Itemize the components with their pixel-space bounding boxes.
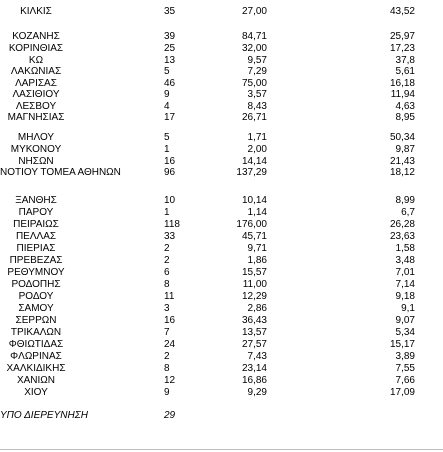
table-row [0,291,443,303]
average-cell: 12,29 [241,291,267,302]
incidence-cell: 5,61 [395,66,415,77]
new-cases-cell: 9 [164,387,170,398]
incidence-cell: 7,01 [395,267,415,278]
incidence-cell: 6,7 [401,207,415,218]
table-row [0,387,443,399]
region-name-cell: ΚΟΡΙΝΘΙΑΣ [8,43,64,54]
average-cell: 16,86 [241,375,267,386]
new-cases-cell: 3 [164,303,170,314]
new-cases-cell: 5 [164,66,170,77]
new-cases-cell: 16 [164,315,176,326]
average-cell: 15,57 [241,267,267,278]
incidence-cell: 8,95 [395,112,415,123]
incidence-cell: 9,87 [395,144,415,155]
new-cases-cell: 29 [164,410,176,421]
new-cases-cell: 10 [164,195,176,206]
table-row [0,410,443,422]
incidence-cell: 3,48 [395,255,415,266]
incidence-cell: 8,99 [395,195,415,206]
table-row [0,144,443,156]
average-cell: 9,29 [247,387,267,398]
table-row [0,315,443,327]
table-row [0,112,443,124]
incidence-cell: 43,52 [389,6,415,17]
average-cell: 26,71 [241,112,267,123]
region-name-cell: ΠΑΡΟΥ [18,207,54,218]
region-name-cell: ΡΟΔΟΥ [18,291,54,302]
new-cases-cell: 25 [164,43,176,54]
average-cell: 1,86 [247,255,267,266]
incidence-cell: 17,09 [389,387,415,398]
region-name-cell: ΠΕΙΡΑΙΩΣ [13,219,59,230]
new-cases-cell: 11 [164,291,175,302]
table-row [0,78,443,90]
incidence-cell: 26,28 [389,219,415,230]
average-cell [200,410,267,422]
table-row [0,6,443,18]
new-cases-cell: 96 [164,167,176,178]
new-cases-cell: 8 [164,363,170,374]
incidence-cell [340,410,415,422]
average-cell: 176,00 [236,219,267,230]
region-name-cell: ΡΕΘΥΜΝΟΥ [7,267,65,278]
table-row [0,375,443,387]
table-row [0,89,443,101]
incidence-cell: 25,97 [389,31,415,42]
incidence-cell: 4,63 [395,101,415,112]
new-cases-cell: 1 [164,207,170,218]
incidence-cell: 23,63 [389,231,415,242]
average-cell: 27,57 [241,339,267,350]
region-name-cell: ΚΟΖΑΝΗΣ [12,31,60,42]
region-name-cell: ΜΗΛΟΥ [17,132,55,143]
table-row [0,243,443,255]
region-name-cell: ΠΡΕΒΕΖΑΣ [9,255,63,266]
average-cell: 9,71 [247,243,267,254]
region-name-cell: ΣΑΜΟΥ [18,303,54,314]
table-row [0,207,443,219]
incidence-cell: 7,55 [395,363,415,374]
table-row [0,132,443,144]
average-cell: 7,43 [247,351,267,362]
region-name-cell: ΧΙΟΥ [24,387,48,398]
region-name-cell: ΠΙΕΡΙΑΣ [16,243,56,254]
table-row [0,255,443,267]
new-cases-cell: 46 [164,78,176,89]
region-name-cell: ΛΑΚΩΝΙΑΣ [10,66,62,77]
region-name-cell: ΧΑΛΚΙΔΙΚΗΣ [6,363,66,374]
table-row [0,327,443,339]
region-name-cell: ΠΕΛΛΑΣ [15,231,57,242]
region-name-cell: ΥΠΟ ΔΙΕΡΕΥΝΗΣΗ [0,410,88,421]
incidence-cell: 16,18 [389,78,415,89]
new-cases-cell: 39 [164,31,176,42]
new-cases-cell: 35 [164,6,176,17]
incidence-cell: 9,07 [395,315,415,326]
table-row [0,339,443,351]
region-name-cell: ΦΘΙΩΤΙΔΑΣ [8,339,64,350]
new-cases-cell: 13 [164,55,176,66]
incidence-cell: 21,43 [389,156,415,167]
incidence-cell: 17,23 [389,43,415,54]
average-cell: 14,14 [241,156,267,167]
table-row [0,31,443,43]
new-cases-cell: 33 [164,231,176,242]
incidence-cell: 3,89 [395,351,415,362]
new-cases-cell: 17 [164,112,176,123]
new-cases-cell: 2 [164,255,170,266]
table-row [0,195,443,207]
region-name-cell: ΤΡΙΚΑΛΩΝ [10,327,62,338]
incidence-cell: 5,34 [395,327,415,338]
bottom-rule [0,449,443,450]
incidence-cell: 18,12 [389,167,415,178]
table-row [0,219,443,231]
average-cell: 45,71 [241,231,267,242]
region-name-cell: ΚΙΛΚΙΣ [20,6,52,17]
incidence-cell: 37,8 [395,55,415,66]
average-cell: 9,57 [247,55,267,66]
table-row [0,303,443,315]
incidence-cell: 1,58 [395,243,415,254]
new-cases-cell: 4 [164,101,170,112]
table-row [0,351,443,363]
region-name-cell: ΛΕΣΒΟΥ [15,101,57,112]
new-cases-cell: 118 [164,219,180,230]
average-cell: 3,57 [247,89,267,100]
average-cell: 8,43 [247,101,267,112]
new-cases-cell: 2 [164,351,170,362]
new-cases-cell: 2 [164,243,170,254]
average-cell: 13,57 [241,327,267,338]
average-cell: 1,71 [247,132,267,143]
new-cases-cell: 6 [164,267,170,278]
region-name-cell: ΝΟΤΙΟΥ ΤΟΜΕΑ ΑΘΗΝΩΝ [0,167,121,178]
table-row [0,267,443,279]
incidence-cell: 7,66 [395,375,415,386]
average-cell: 2,86 [247,303,267,314]
region-name-cell: ΧΑΝΙΩΝ [16,375,56,386]
new-cases-cell: 7 [164,327,170,338]
region-name-cell: ΛΑΣΙΘΙΟΥ [12,89,60,100]
table-row [0,167,443,179]
average-cell: 2,00 [247,144,267,155]
average-cell: 23,14 [241,363,267,374]
average-cell: 75,00 [241,78,267,89]
average-cell: 11,00 [242,279,267,290]
table-row [0,66,443,78]
region-name-cell: ΦΛΩΡΙΝΑΣ [10,351,62,362]
new-cases-cell: 5 [164,132,170,143]
new-cases-cell: 24 [164,339,176,350]
region-name-cell: ΣΕΡΡΩΝ [15,315,57,326]
incidence-cell: 50,34 [389,132,415,143]
table-row [0,55,443,67]
region-name-cell: ΜΑΓΝΗΣΙΑΣ [7,112,65,123]
average-cell: 10,14 [241,195,267,206]
region-name-cell: ΝΗΣΩΝ [18,156,54,167]
incidence-cell: 9,18 [395,291,415,302]
average-cell: 27,00 [241,6,267,17]
incidence-cell: 9,1 [401,303,415,314]
region-name-cell: ΜΥΚΟΝΟΥ [10,144,62,155]
incidence-cell: 15,17 [389,339,415,350]
new-cases-cell: 16 [164,156,176,167]
average-cell: 32,00 [241,43,267,54]
average-cell: 36,43 [241,315,267,326]
table-row [0,43,443,55]
new-cases-cell: 12 [164,375,176,386]
new-cases-cell: 1 [164,144,170,155]
region-name-cell: ΛΑΡΙΣΑΣ [15,78,57,89]
average-cell: 1,14 [247,207,267,218]
table-row [0,231,443,243]
average-cell: 137,29 [236,167,267,178]
average-cell: 7,29 [247,66,267,77]
incidence-cell: 7,14 [395,279,415,290]
new-cases-cell: 9 [164,89,170,100]
table-row [0,156,443,168]
region-name-cell: ΚΩ [28,55,44,66]
average-cell: 84,71 [241,31,267,42]
table-row [0,101,443,113]
region-name-cell: ΡΟΔΟΠΗΣ [11,279,61,290]
table-row [0,279,443,291]
table-row [0,363,443,375]
region-name-cell: ΞΑΝΘΗΣ [15,195,57,206]
new-cases-cell: 8 [164,279,170,290]
incidence-cell: 11,94 [390,89,415,100]
